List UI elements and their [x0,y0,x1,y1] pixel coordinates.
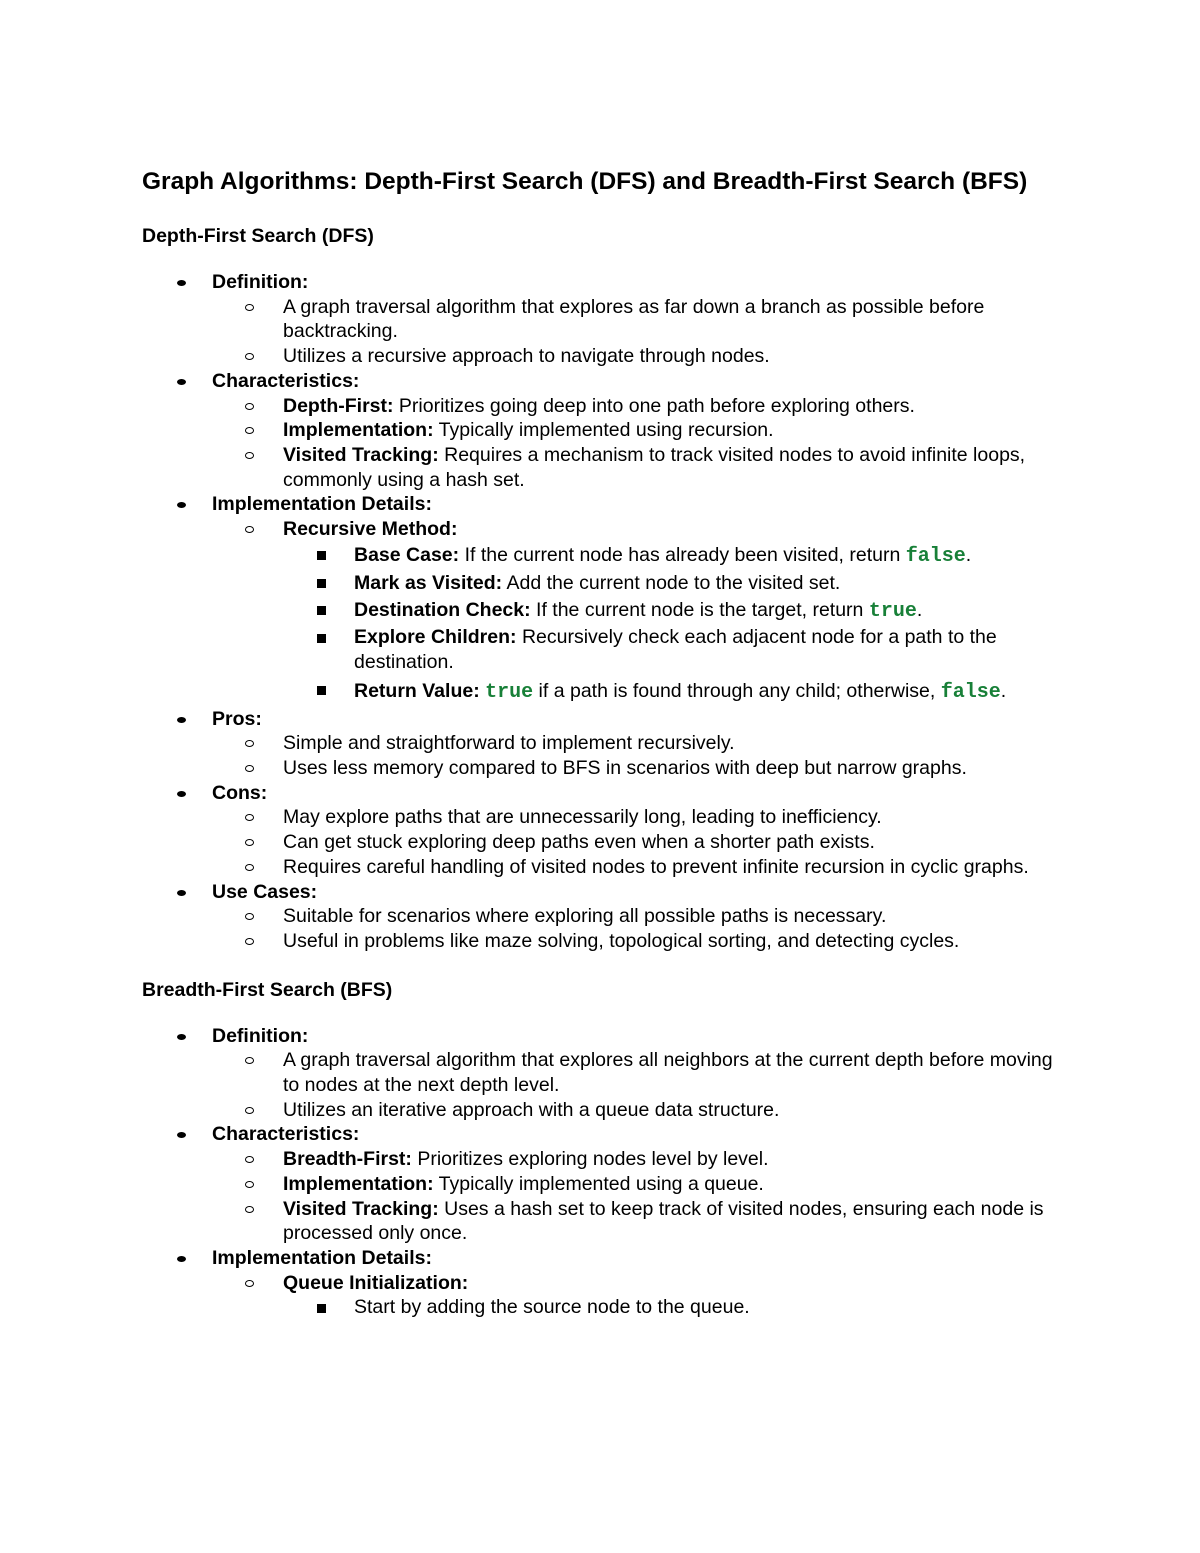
list-item: Requires careful handling of visited nodes to prevent infinite recursion in cyclic graphs. [212,855,1062,880]
list-item: Base Case: If the current node has already been visited, return false. [283,542,1062,571]
bullet-circle-icon [245,353,254,360]
list-item: Can get stuck exploring deep paths even when a shorter path exists. [212,830,1062,855]
list-item: Pros: Simple and straightforward to implement recursively. Uses less memory compared to BFS in scenarios with deep but narrow graphs. [142,707,1062,781]
list-item: Definition: A graph traversal algorithm that explores as far down a branch as possible before backtracking. Utilizes a recursive approach to navigate through nodes. [142,270,1062,369]
bullet-disc-icon [177,791,186,797]
bullet-circle-icon [245,452,254,459]
bullet-circle-icon [245,304,254,311]
bfs-heading: Breadth-First Search (BFS) [142,978,393,1001]
bullet-circle-icon [245,938,254,945]
bullet-circle-icon [245,740,254,747]
bullet-disc-icon [177,502,186,508]
bullet-circle-icon [245,1107,254,1114]
list-item: May explore paths that are unnecessarily long, leading to inefficiency. [212,805,1062,830]
list-item: Implementation: Typically implemented using recursion. [212,418,1062,443]
bullet-circle-icon [245,765,254,772]
bullet-disc-icon [177,1132,186,1138]
bullet-circle-icon [245,427,254,434]
list-item: Uses less memory compared to BFS in scenarios with deep but narrow graphs. [212,756,1062,781]
dfs-heading: Depth-First Search (DFS) [142,225,374,247]
list-item: Visited Tracking: Uses a hash set to keep track of visited nodes, ensuring each node is processed only once. [212,1197,1062,1246]
list-item: Useful in problems like maze solving, topological sorting, and detecting cycles. [212,929,1062,954]
bullet-circle-icon [245,839,254,846]
bullet-circle-icon [245,913,254,920]
list-item: Visited Tracking: Requires a mechanism to track visited nodes to avoid infinite loops, commonly using a hash set. [212,443,1062,492]
list-item: Implementation Details: Queue Initialization: Start by adding the source node to the queue. [142,1246,1062,1320]
bullet-circle-icon [245,864,254,871]
list-item: Definition: A graph traversal algorithm that explores all neighbors at the current depth before moving to nodes at the next depth level. Utilizes an iterative approach with a queue data structure. [142,1024,1062,1123]
bullet-disc-icon [177,1034,186,1040]
bullet-disc-icon [177,717,186,723]
bullet-circle-icon [245,1156,254,1163]
list-item: A graph traversal algorithm that explores as far down a branch as possible before backtracking. [212,295,1062,344]
bullet-disc-icon [177,280,186,286]
list-item: Use Cases: Suitable for scenarios where exploring all possible paths is necessary. Useful in problems like maze solving, topological sorting, and detecting cycles. [142,880,1062,954]
list-item: Utilizes an iterative approach with a queue data structure. [212,1098,1062,1123]
code-true: true [868,599,917,623]
list-item: Explore Children: Recursively check each adjacent node for a path to the destination. [283,625,1062,674]
list-item: A graph traversal algorithm that explores all neighbors at the current depth before moving to nodes at the next depth level. [212,1048,1062,1097]
code-true: true [485,680,534,704]
list-item: Simple and straightforward to implement recursively. [212,731,1062,756]
code-false: false [905,544,966,568]
list-item: Implementation: Typically implemented using a queue. [212,1172,1062,1197]
bullet-circle-icon [245,1181,254,1188]
bullet-disc-icon [177,890,186,896]
bullet-square-icon [317,579,326,588]
document-title: Graph Algorithms: Depth-First Search (DFS) and Breadth-First Search (BFS) [142,168,1028,195]
bullet-disc-icon [177,1256,186,1262]
bullet-square-icon [317,606,326,615]
list-item: Characteristics: Depth-First: Prioritizes going deep into one path before exploring others. Implementation: Typically implemented using recursion. Visited Tracking: Requires a mechanism to track visited nodes to avoid infinite loops, commonly using a hash set. [142,369,1062,493]
list-item: Cons: May explore paths that are unnecessarily long, leading to inefficiency. Can get stuck exploring deep paths even when a shorter path exists. Requires careful handling of visited nodes to prevent infinite recursion in cyclic graphs. [142,781,1062,880]
list-item: Characteristics: Breadth-First: Prioritizes exploring nodes level by level. Implementation: Typically implemented using a queue. Visited Tracking: Uses a hash set to keep track of visited nodes, ensuring each node is processed only once. [142,1122,1062,1246]
list-item: Recursive Method: Base Case: If the current node has already been visited, return false. Mark as Visited: Add the current node to the visited set. Destination Check: If the current node is the target, return true. Explore Children: Recursively check each adjacent node for a path to the destination. Return Value: true if a path is found through any child; otherwise, false. [212,517,1062,707]
bullet-circle-icon [245,403,254,410]
list-item: Implementation Details: Recursive Method: Base Case: If the current node has already been visited, return false. Mark as Visited: Add the current node to the visited set. Destination Check: If the current node is the target, return true. Explore Children: Recursively check each adjacent node for a path to the destination. Return Value: true if a path is found through any child; otherwise, false. [142,492,1062,706]
list-item: Depth-First: Prioritizes going deep into one path before exploring others. [212,394,1062,419]
bullet-square-icon [317,634,326,643]
list-item: Suitable for scenarios where exploring all possible paths is necessary. [212,904,1062,929]
list-item: Utilizes a recursive approach to navigate through nodes. [212,344,1062,369]
bullet-disc-icon [177,379,186,385]
bullet-square-icon [317,686,326,695]
bullet-circle-icon [245,814,254,821]
list-item: Breadth-First: Prioritizes exploring nodes level by level. [212,1147,1062,1172]
code-false: false [940,680,1001,704]
list-item: Start by adding the source node to the queue. [283,1295,1062,1320]
list-item: Queue Initialization: Start by adding the source node to the queue. [212,1271,1062,1320]
bullet-circle-icon [245,1206,254,1213]
dfs-list [142,270,1062,954]
bfs-list [142,1024,1062,1320]
list-item: Mark as Visited: Add the current node to the visited set. [283,570,1062,597]
list-item: Destination Check: If the current node is the target, return true. [283,597,1062,626]
bullet-square-icon [317,551,326,560]
list-item: Return Value: true if a path is found through any child; otherwise, false. [283,677,1062,707]
bullet-square-icon [317,1304,326,1313]
document-content [142,166,1062,1320]
bullet-circle-icon [245,526,254,533]
bullet-circle-icon [245,1057,254,1064]
bullet-circle-icon [245,1280,254,1287]
